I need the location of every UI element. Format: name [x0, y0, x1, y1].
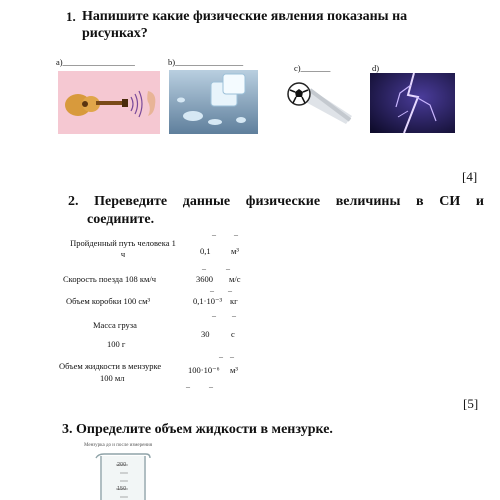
row-5-left-line1: Объем жидкости в мензурке	[59, 361, 162, 371]
row-1-left	[58, 238, 188, 260]
row-5-value: 100·10⁻⁶	[188, 365, 220, 375]
row-2-value: 3600	[196, 274, 213, 284]
row-5-left-line2: 100 мл	[100, 373, 125, 383]
beaker-caption: Мензурка до и после измерения	[84, 443, 153, 448]
label-c: c)_______	[294, 63, 331, 73]
row-1-unit-dash: _	[234, 228, 238, 237]
row-2-left: Скорость поезда 108 км/ч	[63, 274, 157, 284]
tick-label-150: 150	[117, 486, 127, 492]
question-1-title-line2: рисунках?	[82, 26, 148, 41]
question-1-score: [4]	[462, 169, 478, 184]
row-4-value-dash: _	[212, 309, 216, 318]
question-1-title-line1: Напишите какие физические явления показаны на	[82, 9, 408, 24]
row-5-unit-dash-bottom: _	[209, 380, 213, 389]
question-2-score: [5]	[463, 396, 479, 411]
row-2-unit: м/с	[229, 274, 241, 284]
lightning-icon	[370, 73, 455, 133]
row-5-unit: м³	[230, 365, 238, 375]
row-3-value: 0,1·10⁻³	[193, 296, 222, 306]
question-2-title-line2: соедините.	[87, 212, 155, 227]
label-b: b)________________	[168, 57, 244, 67]
row-2-value-dash: _	[202, 262, 206, 271]
row-5-value-dash: _	[219, 350, 223, 359]
row-3-unit-dash: _	[228, 284, 232, 293]
row-2-unit-dash: _	[226, 262, 230, 271]
tick-label-200: 200	[117, 462, 127, 468]
label-d: d)	[372, 63, 380, 73]
question-3-title: 3. Определите объем жидкости в мензурке.	[62, 422, 333, 437]
row-4-left-line1: Масса груза	[93, 320, 137, 330]
row-3-left: Объем коробки 100 см³	[66, 296, 151, 306]
row-1-value: 0,1	[200, 246, 211, 256]
row-3-unit: кг	[230, 296, 238, 306]
row-1-unit: м³	[231, 246, 239, 256]
guitar-sound-icon	[58, 71, 160, 134]
row-5-unit-dash: _	[230, 350, 234, 359]
row-4-unit-dash: _	[232, 309, 236, 318]
question-2-title-line1: 2. Переведите данные физические величины в СИ и	[68, 194, 484, 209]
row-4-left-line2: 100 г	[107, 339, 126, 349]
row-5-value-dash-bottom: _	[186, 380, 190, 389]
measuring-cylinder-icon	[94, 452, 154, 500]
row-4-unit: с	[231, 329, 235, 339]
row-1-value-dash: _	[212, 228, 216, 237]
flying-ball-icon	[284, 76, 355, 132]
question-1-number: 1.	[66, 9, 76, 24]
row-3-value-dash: _	[210, 284, 214, 293]
row-1-left-line2: ч	[120, 249, 126, 259]
ice-melting-icon	[169, 70, 258, 134]
row-1-left-line1: Пройденный путь человека 1	[70, 238, 176, 248]
row-4-value: 30	[201, 329, 210, 339]
label-a: a)_________________	[56, 57, 135, 67]
